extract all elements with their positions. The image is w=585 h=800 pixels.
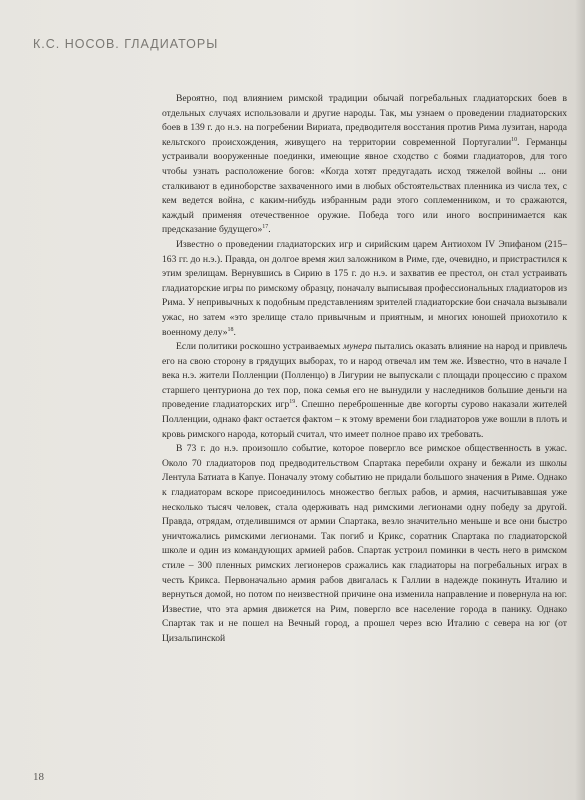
paragraph-3-text-2: пытались оказать влияние на народ и привлечь его на свою сторону в грядущих выборах, то и народ отвечал им тем же. Известно, что в начале I века н.э. жители Полленции (Полленцо) в Лигурии не выпускали с площади процессию с прахом старшего центуриона до тех пор, пока семья его не вынудили у наследников большие деньги на проведение гладиаторских игр [162, 341, 568, 411]
footnote-ref: 10 [511, 136, 518, 143]
paragraph-3 [162, 340, 567, 442]
paragraph-3-text-3: . Спешно переброшенные две когорты сурово наказали жителей Полленции, однако факт остается фактом – к этому времени бои гладиаторов уже вошли в плоть и кровь римского народа, который считал, что имеет полное право их требовать. [162, 399, 567, 440]
paragraph-1-text: Вероятно, под влиянием римской традиции обычай погребальных гладиаторских боев в отдельных случаях использовали и другие народы. Так, мы узнаем о проведении гладиаторских боев в 139 г. до н.э. на погребении Вириата, предводителя восстания против Рима лузитан, народа кельтского происхождения, живущего на территории современной Португалии [162, 93, 567, 148]
paragraph-2-text: Известно о проведении гладиаторских игр и сирийским царем Антиохом IV Эпифаном (215–163 гг. до н.э.). Правда, он долгое время жил заложником в Риме, где, очевидно, и пристрастился к этим зрелищам. Вернувшись в Сирию в 175 г. до н.э. и захватив ее престол, он стал устраивать гладиаторские игры по римскому образцу, поначалу выписывая профессиональных гладиаторов из Рима. У непривычных к подобным представлениям зрителей гладиаторские бои сначала вызывали ужас, но затем «это зрелище стало привычным и приятным, и многих юношей приохотило к военному делу» [162, 238, 567, 338]
footnote-ref: 17 [262, 224, 269, 231]
paragraph-1-text-3: . [268, 224, 271, 236]
footnote-ref: 19 [289, 399, 296, 406]
running-title: К.С. НОСОВ. ГЛАДИАТОРЫ [33, 37, 219, 51]
paragraph-1 [162, 92, 567, 238]
footnote-ref: 18 [227, 326, 234, 333]
body-text [162, 92, 567, 647]
paragraph-4-text: В 73 г. до н.э. произошло событие, которое повергло все римское общественность в ужас. Около 70 гладиаторов под предводительством Спартака перебили охрану и бежали из школы Лентула Батиата в Капуе. Поначалу этому событию не придали большого значения в Риме. Однако к гладиаторам вскоре присоединилось множество беглых рабов, и армия, насчитывавшая уже несколько тысяч человек, стала одерживать над римскими легионами одну победу за другой. Правда, отрядам, отделившимся от армии Спартака, везло значительно меньше и все они быстро уничтожались римскими легионами. Так погиб и Крикс, соратник Спартака по гладиаторской школе и один из командующих армией рабов. Спартак устроил поминки в честь него в римском стиле – 300 пленных римских легионеров сражались как гладиаторы на погребальных играх в честь Крикса. Первоначально армия рабов двигалась к Галлии в надежде покинуть Италию и вернуться домой, но потом по неизвестной причине она изменила направление и повернула на юг. Известие, что эта армия движется на Рим, повергло все население города в панику. Однако Спартак так и не пошел на Вечный город, а прошел через всю Италию с севера на юг (от Цизальпинской [162, 443, 567, 644]
paragraph-2-text-2: . [233, 326, 236, 338]
paragraph-1-text-2: . Германцы устраивали вооруженные поединки, имеющие явное сходство с боями гладиаторов, для того чтобы узнать расположение богов: «Когда хотят предугадать исход тяжелой войны ... они сталкивают в единоборстве захваченного ими в любых обстоятельствах пленника из числа тех, с кем ведется война, с каким-нибудь избранным ради этого соплеменником, и то сражаются, каждый применяя отечественное оружие. Победа того или иного воспринимается как предсказание будущего» [162, 136, 567, 236]
italic-term: мунера [343, 341, 373, 353]
paragraph-2 [162, 238, 567, 340]
paragraph-3-text: Если политики роскошно устраиваемых [176, 341, 344, 353]
page-edge-shadow [575, 0, 585, 800]
paragraph-4 [162, 442, 567, 646]
page-number: 18 [33, 771, 44, 783]
